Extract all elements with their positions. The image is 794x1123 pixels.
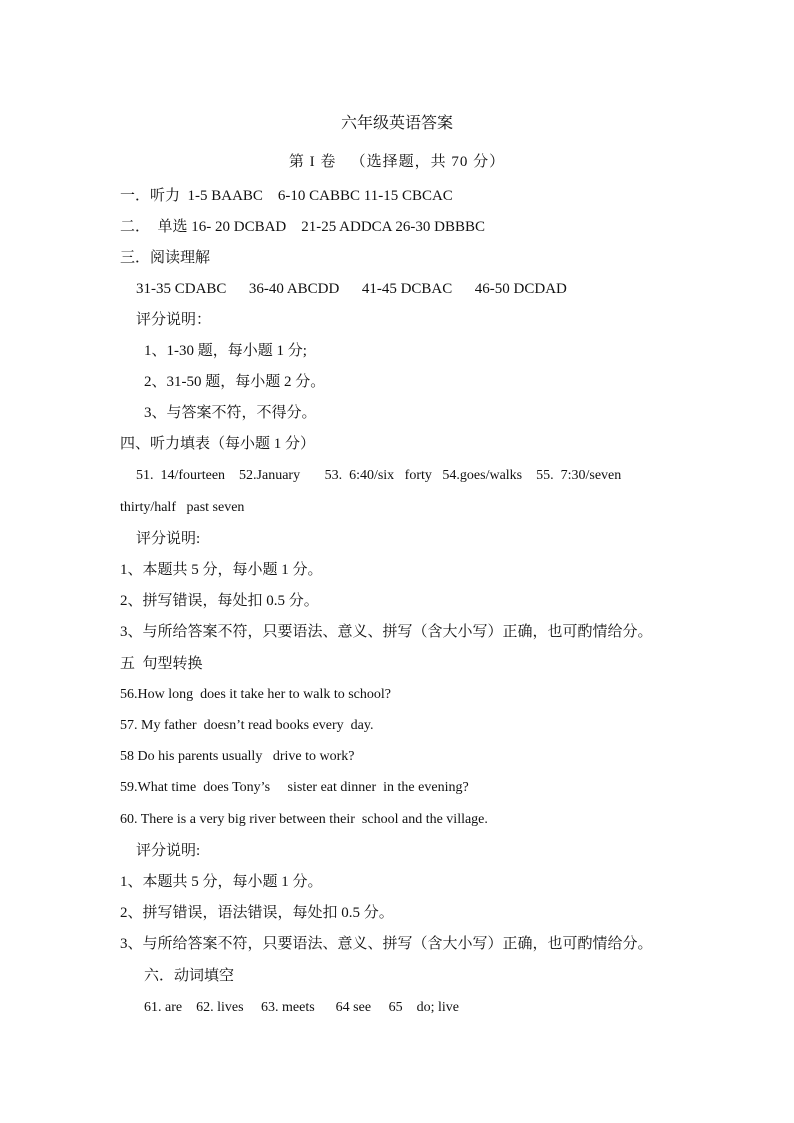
section-sentence-transform-notes-title: 评分说明: bbox=[136, 843, 201, 859]
section-sentence-transform-note: 1、本题共 5 分，每小题 1 分。 bbox=[120, 874, 323, 890]
section-reading-note: 2、31-50 题，每小题 2 分。 bbox=[144, 374, 326, 390]
section-listening-fill-note: 1、本题共 5 分，每小题 1 分。 bbox=[120, 562, 323, 578]
section-sentence-transform-note: 2、拼写错误，语法错误，每处扣 0.5 分。 bbox=[120, 905, 394, 921]
section-reading-answers: 31-35 CDABC 36-40 ABCDD 41-45 DCBAC 46-50 DCDAD bbox=[136, 281, 567, 297]
section-sentence-transform-answer: 57. My father doesn’t read books every day. bbox=[120, 718, 374, 733]
section-sentence-transform-note: 3、与所给答案不符，只要语法、意义、拼写（含大小写）正确，也可酌情给分。 bbox=[120, 936, 653, 952]
section-reading-heading: 三．阅读理解 bbox=[120, 250, 211, 266]
section-reading-notes-title: 评分说明： bbox=[136, 312, 212, 328]
section-sentence-transform-answer: 59.What time does Tony’s sister eat dinner in the evening? bbox=[120, 780, 469, 795]
section-sentence-transform-answer: 56.How long does it take her to walk to school? bbox=[120, 687, 392, 702]
page-subtitle: 第 I 卷 （选择题，共 70 分） bbox=[288, 154, 506, 170]
section-listening-fill-heading: 四、听力填表（每小题 1 分） bbox=[120, 436, 316, 452]
section-sentence-transform-heading: 五 句型转换 bbox=[120, 656, 203, 672]
section-listening-fill-answers-cont: thirty/half past seven bbox=[120, 500, 245, 515]
section-sentence-transform-answer: 60. There is a very big river between their school and the village. bbox=[120, 812, 488, 827]
page-title: 六年级英语答案 bbox=[340, 115, 453, 132]
section-reading-note: 1、1-30 题，每小题 1 分; bbox=[144, 343, 307, 359]
section-verb-fill-answers: 61. are 62. lives 63. meets 64 see 65 do; live bbox=[144, 1000, 459, 1015]
section-listening-answers: 一．听力 1-5 BAABC 6-10 CABBC 11-15 CBCAC bbox=[120, 188, 453, 204]
section-sentence-transform-answer: 58 Do his parents usually drive to work? bbox=[120, 749, 355, 764]
section-listening-fill-notes-title: 评分说明: bbox=[136, 531, 201, 547]
section-listening-fill-note: 2、拼写错误，每处扣 0.5 分。 bbox=[120, 593, 319, 609]
section-reading-note: 3、与答案不符，不得分。 bbox=[144, 405, 317, 421]
section-listening-fill-note: 3、与所给答案不符，只要语法、意义、拼写（含大小写）正确，也可酌情给分。 bbox=[120, 624, 653, 640]
section-verb-fill-heading: 六．动词填空 bbox=[144, 968, 235, 984]
section-single-choice-answers: 二． 单选 16- 20 DCBAD 21-25 ADDCA 26-30 DBBBC bbox=[120, 219, 486, 235]
section-listening-fill-answers: 51. 14/fourteen 52.January 53. 6:40/six forty 54.goes/walks 55. 7:30/seven bbox=[136, 468, 622, 483]
